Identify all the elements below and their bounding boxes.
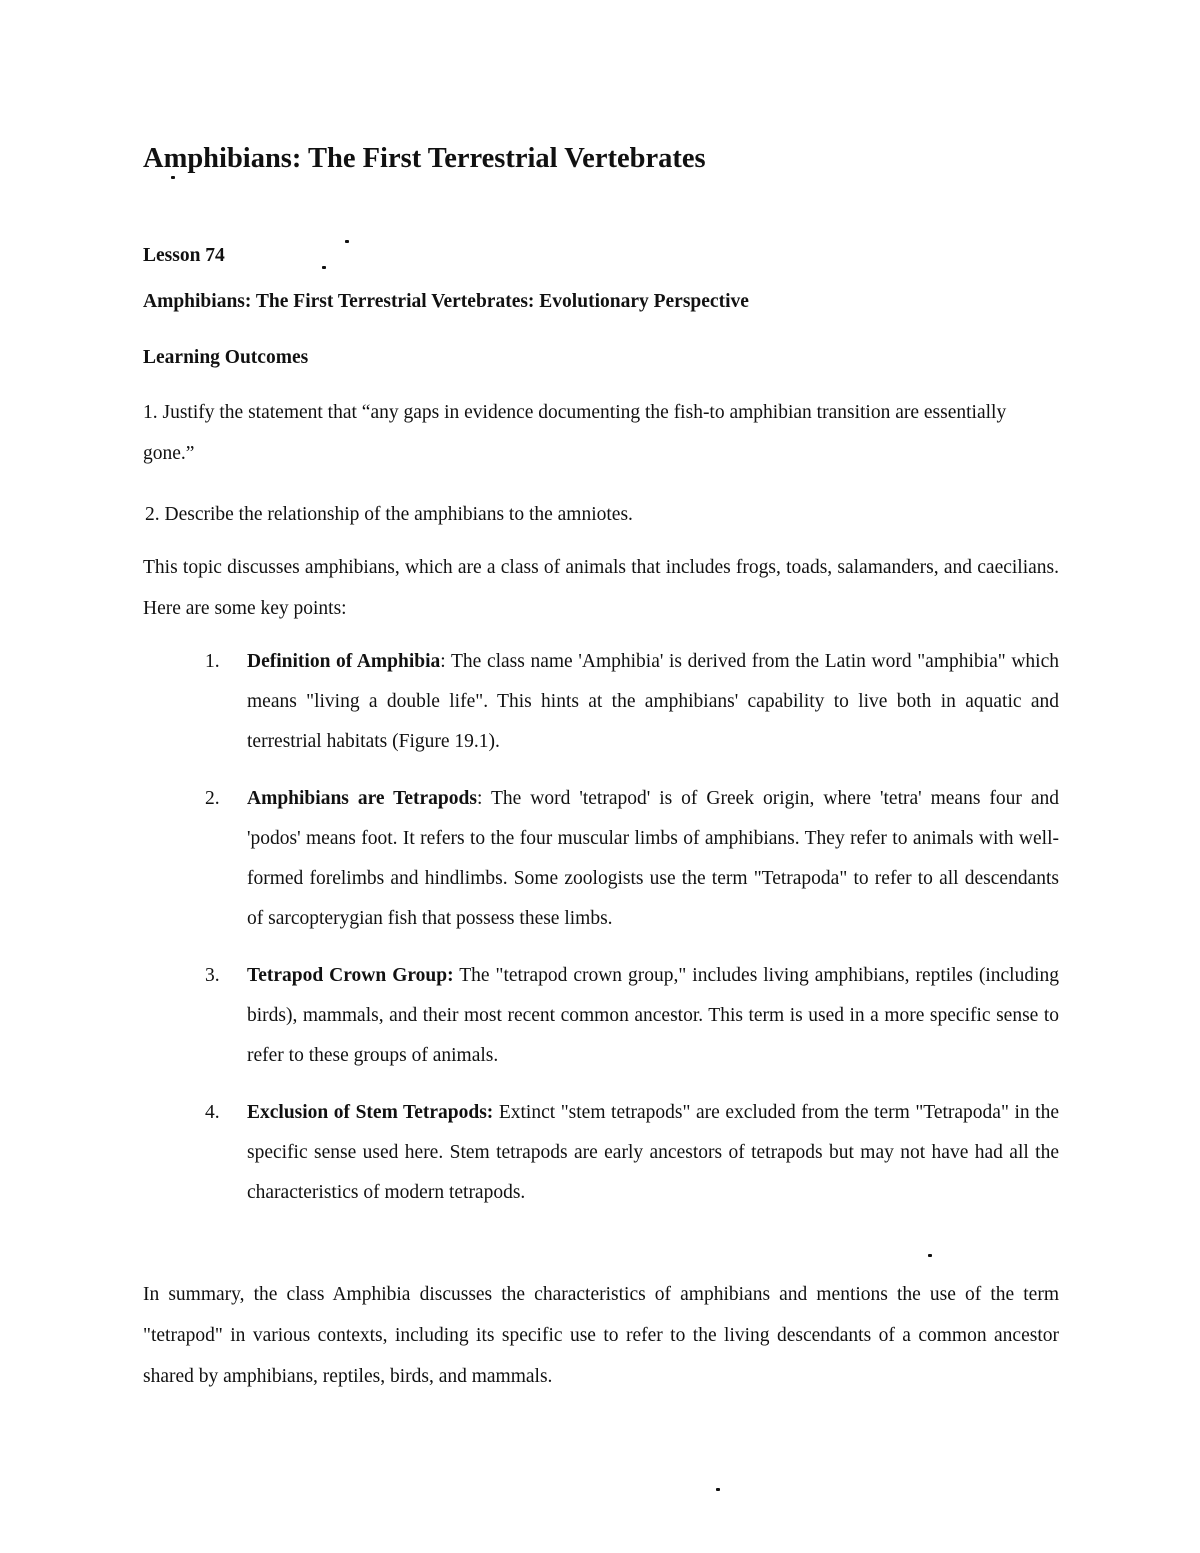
learning-outcomes-heading: Learning Outcomes xyxy=(143,347,309,368)
key-point-separator: : xyxy=(440,651,446,672)
key-points-list xyxy=(205,642,1059,1213)
key-point-separator: : xyxy=(476,788,483,809)
page-title: Amphibians: The First Terrestrial Vertebrates xyxy=(143,143,706,174)
key-point-4 xyxy=(205,1093,1059,1213)
summary-paragraph: In summary, the class Amphibia discusses the characteristics of amphibians and mentions the use of the term "tetrapod" in various contexts, including its specific use to refer to the living descendants of a common ancestor shared by amphibians, reptiles, birds, and mammals. xyxy=(143,1284,1059,1387)
scan-speck xyxy=(928,1254,932,1257)
key-point-text: The word 'tetrapod' is of Greek origin, where 'tetra' means four and 'podos' means foot. It refers to the four muscular limbs of amphibians. They refer to animals with well-formed forelimbs and hindlimbs. Some zoologists use the term "Tetrapoda" to refer to all descendants of sarcopterygian fish that possess these limbs. xyxy=(247,788,1059,929)
scan-speck xyxy=(171,176,175,179)
key-point-text: The class name 'Amphibia' is derived from the Latin word "amphibia" which means "living a double life". This hints at the amphibians' capability to live both in aquatic and terrestrial habitats (Figure 19.1). xyxy=(247,651,1059,752)
intro-paragraph: This topic discusses amphibians, which are a class of animals that includes frogs, toads, salamanders, and caecilians. Here are some key points: xyxy=(143,557,1059,619)
key-point-text: Extinct "stem tetrapods" are excluded from the term "Tetrapoda" in the specific sense used here. Stem tetrapods are early ancestors of tetrapods but may not have had all the characteristics of modern tetrapods. xyxy=(247,1102,1059,1203)
key-point-1 xyxy=(205,642,1059,762)
key-point-text: The "tetrapod crown group," includes living amphibians, reptiles (including birds), mammals, and their most recent common ancestor. This term is used in a more specific sense to refer to these groups of animals. xyxy=(247,965,1059,1066)
lesson-subtitle: Amphibians: The First Terrestrial Vertebrates: Evolutionary Perspective xyxy=(143,291,749,312)
learning-outcome-1: 1. Justify the statement that “any gaps in evidence documenting the fish-to amphibian transition are essentially gone.” xyxy=(143,402,1007,464)
key-point-heading: Definition of Amphibia xyxy=(247,651,441,672)
key-point-number: 4. xyxy=(205,1102,220,1123)
lesson-label: Lesson 74 xyxy=(143,245,225,266)
scan-speck xyxy=(716,1488,720,1491)
key-point-heading: Amphibians are Tetrapods xyxy=(247,788,477,809)
key-point-number: 1. xyxy=(205,651,220,672)
key-point-2 xyxy=(205,779,1059,939)
learning-outcome-2: 2. Describe the relationship of the amphibians to the amniotes. xyxy=(145,504,633,525)
key-point-number: 3. xyxy=(205,965,220,986)
key-point-heading: Tetrapod Crown Group: xyxy=(247,965,454,986)
key-point-3 xyxy=(205,956,1059,1076)
key-point-number: 2. xyxy=(205,788,220,809)
scan-speck xyxy=(322,266,326,269)
key-point-heading: Exclusion of Stem Tetrapods: xyxy=(247,1102,494,1123)
scan-speck xyxy=(345,240,349,243)
